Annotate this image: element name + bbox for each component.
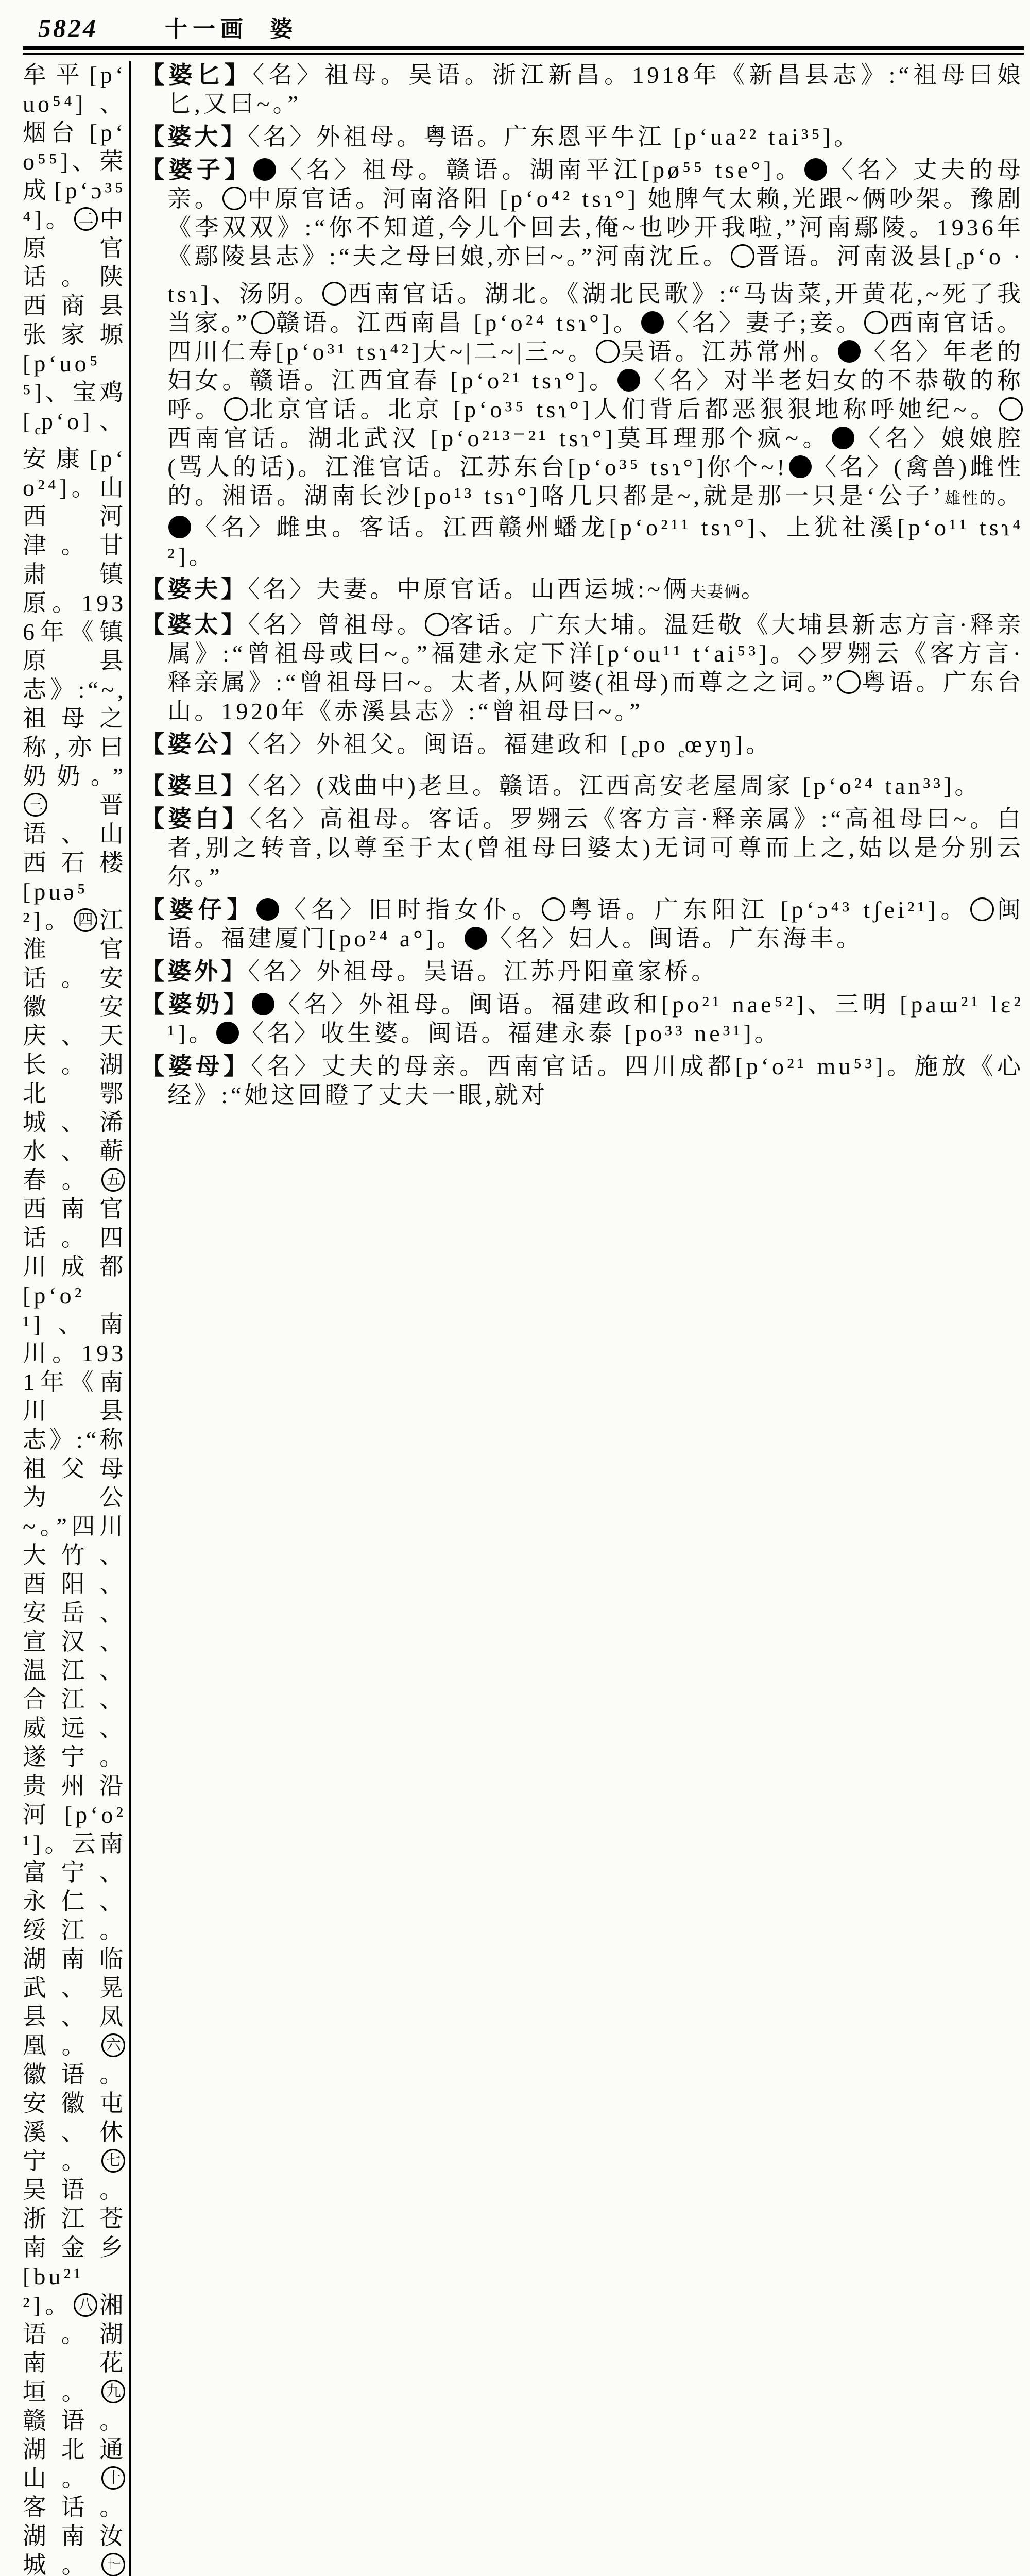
tone-mark: c <box>632 745 638 760</box>
entry-headword: 【婆外】 <box>141 958 248 985</box>
entry-text: 〈名〉外祖父。闽语。福建政和 [$_cpo$ $_c$œyŋ]。 <box>248 731 772 760</box>
region-number-icon: 四 <box>74 908 97 932</box>
entry-headword: 【婆子】 <box>141 157 253 183</box>
region-number-icon <box>864 311 888 334</box>
dictionary-entry <box>141 156 1024 571</box>
region-number-icon <box>322 282 346 306</box>
sense-number-icon <box>838 340 861 363</box>
region-number-icon <box>222 187 246 210</box>
sense-number-icon <box>253 158 276 181</box>
text-columns <box>23 61 1024 2576</box>
entry-text: 〈名〉旧时指女仆。 粤语。广东阳江 [pʻɔ⁴³ tʃei²¹]。 闽语。福建厦门[po²⁴ a°]。 〈名〉妇人。闽语。广东海丰。 <box>167 896 1024 952</box>
page-number: 5824 <box>38 13 98 42</box>
dictionary-entry <box>141 805 1024 891</box>
entry-text: 〈名〉(戏曲中)老旦。赣语。江西高安老屋周家 [pʻo²⁴ tan³³]。 <box>248 773 982 799</box>
sense-number-icon <box>465 927 487 950</box>
entry-text: 〈名〉外祖母。闽语。福建政和[po²¹ nae⁵²]、三明 [paɯ²¹ lɛ²¹]。 〈名〉收生婆。闽语。福建永泰 [po³³ ne³¹]。 <box>167 991 1024 1046</box>
entry-text: 〈名〉夫妻。中原官话。山西运城:~俩夫妻俩。 <box>248 576 768 602</box>
sense-number-icon <box>832 427 854 449</box>
dictionary-entry <box>141 990 1024 1048</box>
header-character: 婆 <box>270 16 294 42</box>
page-header <box>23 10 1024 40</box>
region-number-icon <box>999 397 1023 421</box>
dictionary-entry <box>141 957 1024 986</box>
sense-number-icon <box>617 369 640 392</box>
region-number-icon <box>731 244 754 268</box>
sense-number-icon <box>252 993 274 1015</box>
entry-headword: 【婆夫】 <box>141 576 248 602</box>
entry-headword: 【婆旦】 <box>141 773 248 799</box>
dictionary-entry <box>141 1052 1024 1110</box>
dictionary-entry <box>141 730 1024 768</box>
entry-text: 〈名〉外祖母。粤语。广东恩平牛江 [pʻua²² tai³⁵]。 <box>248 124 861 150</box>
entry-headword: 【婆白】 <box>141 806 250 832</box>
region-number-icon: 十一 <box>101 2553 125 2576</box>
region-number-icon: 九 <box>101 2380 125 2403</box>
sense-number-icon <box>804 158 827 181</box>
region-number-icon <box>542 897 565 921</box>
region-number-icon <box>596 340 620 363</box>
entry-text: 〈名〉祖母。赣语。湖南平江[pø⁵⁵ tse°]。 〈名〉丈夫的母亲。 中原官话。河南洛阳 [pʻo⁴² tsɿ°] 她脾气太赖,光跟~俩吵架。豫剧《李双双》:“你不知道,今儿个回去,俺~也吵开我啦,”河南鄢陵。1936年《鄢陵县志》:“夫之母曰娘,亦曰~。”河南沈丘。 晋语。河南汲县[$_cpʻo$ ·tsɿ]、汤阴。 西南官话。湖北。《湖北民歌》:“马齿菜,开黄花,~死了我当家。” 赣语。江西南昌 [pʻo²⁴ tsɿ°]。 〈名〉妻子;妾。 西南官话。四川仁寿[pʻo³¹ tsɿ⁴²]大~|二~|三~。 吴语。江苏常州。 〈名〉年老的妇女。赣语。江西宜春 [pʻo²¹ tsɿ°]。 〈名〉对半老妇女的不恭敬的称呼。 北京官话。北京 [pʻo³⁵ tsɿ°]人们背后都恶狠狠地称呼她纪~。西南官话。湖北武汉 [pʻo²¹³⁻²¹ tsɿ°]莫耳理那个疯~。 〈名〉娘娘腔(骂人的话)。江淮官话。江苏东台[pʻo³⁵ tsɿ°]你个~! 〈名〉(禽兽)雌性的。湘语。湖南长沙[po¹³ tsɿ°]咯几只都是~,就是那一只是‘公子’雄性的。〈名〉雌虫。客话。江西赣州蟠龙[pʻo²¹¹ tsɿ°]、上犹社溪[pʻo¹¹ tsɿ⁴²]。 <box>167 157 1024 569</box>
small-gloss: 夫妻俩 <box>690 583 741 601</box>
right-entry-list <box>141 61 1024 1110</box>
dictionary-entry <box>141 123 1024 151</box>
entry-text: 〈名〉外祖母。吴语。江苏丹阳童家桥。 <box>248 958 718 985</box>
sense-number-icon <box>216 1022 239 1044</box>
dictionary-entry <box>141 895 1024 953</box>
region-number-icon: 十 <box>101 2466 125 2490</box>
entry-headword: 【婆仔】 <box>141 896 256 923</box>
entry-headword: 【婆大】 <box>141 124 248 150</box>
region-number-icon <box>224 397 248 421</box>
entry-headword: 【婆匕】 <box>141 62 253 88</box>
tone-mark: c <box>956 258 963 273</box>
region-number-icon: 八 <box>74 2293 97 2317</box>
entry-text: 〈名〉高祖母。客话。罗翙云《客方言·释亲属》:“高祖母曰~。白者,别之转音,以尊至于太(曾祖母曰婆太)无词可尊而上之,姑以是分别云尔。” <box>167 806 1024 890</box>
region-number-icon <box>837 670 861 694</box>
region-number-icon <box>251 311 275 334</box>
stroke-count-heading: 十一画 <box>165 16 248 42</box>
entry-headword: 【婆太】 <box>141 612 248 638</box>
entry-text: 〈名〉丈夫的母亲。西南官话。四川成都[pʻo²¹ mu⁵³]。施放《心经》:“她这回瞪了丈夫一眼,就对 <box>167 1053 1024 1108</box>
entry-text: 〈名〉祖母。吴语。浙江新昌。1918年《新昌县志》:“祖母曰娘匕,又曰~。” <box>167 62 1024 117</box>
region-number-icon: 六 <box>101 2033 125 2057</box>
region-number-icon: 二 <box>74 207 98 231</box>
dictionary-entry <box>141 772 1024 801</box>
region-number-icon: 三 <box>24 793 47 817</box>
header-rule <box>23 46 1024 55</box>
region-number-icon <box>970 897 994 921</box>
tone-mark: c <box>35 422 41 437</box>
dictionary-entry <box>141 611 1024 726</box>
sense-number-icon <box>168 516 191 538</box>
sense-number-icon <box>641 311 664 334</box>
region-number-icon <box>425 613 449 636</box>
entry-text: 〈名〉曾祖母。 客话。广东大埔。温廷敬《大埔县新志方言·释亲属》:“曾祖母或曰~。”福建永定下洋[pʻou¹¹ tʻai⁵³]。◇罗翙云《客方言·释亲属》:“曾祖母曰~。太者,从阿婆(祖母)而尊之之词。” 粤语。广东台山。1920年《赤溪县志》:“曾祖母曰~。” <box>167 612 1024 724</box>
entry-headword: 【婆奶】 <box>141 991 251 1018</box>
dictionary-entry <box>141 61 1024 118</box>
small-gloss: 雄性的 <box>943 489 998 507</box>
region-number-icon: 五 <box>101 1168 125 1192</box>
dictionary-entry <box>141 575 1024 606</box>
entry-headword: 【婆母】 <box>141 1053 251 1079</box>
entry-continuation-text: 牟平[pʻuo⁵⁴]、烟台 [pʻo⁵⁵]、荣成[pʻɔ³⁵⁴]。 二 中原官话。陕西商县张家塬[pʻuo⁵⁵]、宝鸡$[_cpʻo]$、安康[pʻo²⁴]。山西河津。甘肃镇原。1936年《镇原县志》:“~,祖母之称,亦曰奶奶。”三 晋语、山西石楼[puə⁵²]。 四 江淮官话。安徽安庆、天长。湖北鄂城、浠水、蕲春。 五西南官话。四川成都 [pʻo²¹]、南川。1931年《南川县志》:“称祖父母为公~。”四川大竹、酉阳、安岳、宣汉、温江、合江、威远、遂宁。贵州沿河 [pʻo²¹]。云南富宁、永仁、绥江。湖南临武、晃县、凤凰。 六徽语。安徽屯溪、休宁。 七吴语。浙江苍南金乡 [bu²¹²]。 八 湘语。湖南花垣。 九赣语。湖北通山。 十客话。湖南汝城。 十一 <box>23 62 127 2576</box>
right-column <box>131 61 1024 2576</box>
tone-mark: c <box>678 745 684 760</box>
sense-number-icon <box>789 455 812 478</box>
left-column <box>23 61 126 2576</box>
region-number-icon: 七 <box>101 2149 125 2173</box>
sense-number-icon <box>256 898 279 921</box>
entry-headword: 【婆公】 <box>141 731 248 757</box>
